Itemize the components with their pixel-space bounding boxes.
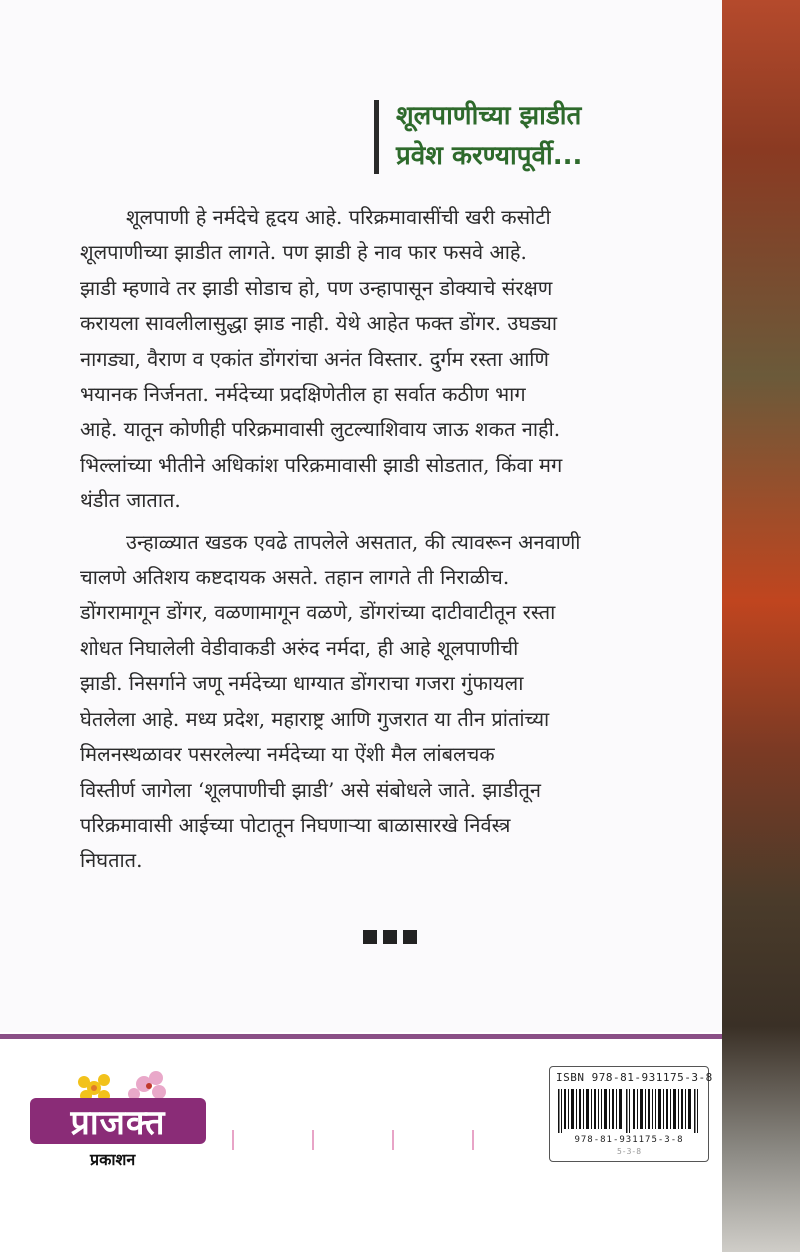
text-line: नागड्या, वैराण व एकांत डोंगरांचा अनंत विस्तार. दुर्गम रस्ता आणि (80, 346, 549, 371)
blurb-text (80, 200, 700, 885)
text-line: झाडी. निसर्गाने जणू नर्मदेच्या धाग्यात डोंगराचा गजरा गुंफायला (80, 671, 524, 696)
publisher-sub: प्रकाशन (90, 1150, 136, 1169)
publisher-name-box (30, 1098, 206, 1144)
text-line: उन्हाळ्यात खडक एवढे तापलेले असतात, की त्यावरून अनवाणी (126, 529, 581, 554)
text-line: थंडीत जातात. (80, 488, 181, 513)
publisher-name: प्राजक्त (70, 1103, 166, 1143)
divider-rule (0, 1034, 722, 1039)
text-line: झाडी म्हणावे तर झाडी सोडाच हो, पण उन्हापासून डोक्याचे संरक्षण (80, 275, 553, 300)
end-square (363, 930, 377, 944)
decorative-mark (392, 1130, 394, 1150)
isbn-label: ISBN 978-81-931175-3-8 (556, 1071, 713, 1084)
text-line: डोंगरामागून डोंगर, वळणामागून वळणे, डोंगरांच्या दाटीवाटीतून रस्ता (80, 600, 556, 625)
isbn-digits: 978-81-931175-3-8 (574, 1135, 684, 1145)
isbn-price-line: 5-3-8 (616, 1147, 642, 1156)
end-square (403, 930, 417, 944)
section-end-marks (363, 930, 417, 944)
text-line: आहे. यातून कोणीही परिक्रमावासी लुटल्याशिवाय जाऊ शकत नाही. (80, 417, 561, 442)
text-line: शोधत निघालेली वेडीवाकडी अरुंद नर्मदा, ही आहे शूलपाणीची (80, 635, 519, 660)
text-line: मिलनस्थळावर पसरलेल्या नर्मदेच्या या ऐंशी मैल लांबलचक (80, 742, 495, 767)
publisher-logo (30, 1068, 210, 1178)
text-line: भिल्लांच्या भीतीने अधिकांश परिक्रमावासी झाडी सोडतात, किंवा मग (80, 452, 563, 477)
heading-accent-bar (374, 100, 379, 174)
text-line: भयानक निर्जनता. नर्मदेच्या प्रदक्षिणेतील हा सर्वात कठीण भाग (80, 382, 526, 407)
heading-line-2: प्रवेश करण्यापूर्वी... (396, 141, 583, 171)
end-square (383, 930, 397, 944)
text-line: विस्तीर्ण जागेला ‘शूलपाणीची झाडी’ असे संबोधले जाते. झाडीतून (80, 777, 541, 802)
text-line: निघतात. (80, 848, 143, 873)
section-heading (374, 96, 704, 176)
isbn-barcode (549, 1066, 713, 1162)
text-line: परिक्रमावासी आईच्या पोटातून निघणाऱ्या बाळासारखे निर्वस्त्र (80, 812, 511, 837)
text-line: चालणे अतिशय कष्टदायक असते. तहान लागते ती निराळीच. (80, 565, 510, 590)
text-line: शूलपाणीच्या झाडीत लागते. पण झाडी हे नाव फार फसवे आहे. (80, 240, 527, 265)
barcode-icon (558, 1089, 700, 1133)
text-line: घेतलेला आहे. मध्य प्रदेश, महाराष्ट्र आणि गुजरात या तीन प्रांतांच्या (80, 706, 550, 731)
paragraph-2 (80, 525, 700, 879)
text-line: शूलपाणी हे नर्मदेचे हृदय आहे. परिक्रमावासींची खरी कसोटी (126, 205, 551, 229)
decorative-mark (232, 1130, 234, 1150)
heading-line-1: शूलपाणीच्या झाडीत (396, 101, 582, 131)
decorative-mark (312, 1130, 314, 1150)
cover-spine-artwork (722, 0, 800, 1252)
decorative-mark (472, 1130, 474, 1150)
paragraph-1 (80, 200, 700, 519)
text-line: करायला सावलीलासुद्धा झाड नाही. येथे आहेत फक्त डोंगर. उघड्या (80, 311, 558, 336)
